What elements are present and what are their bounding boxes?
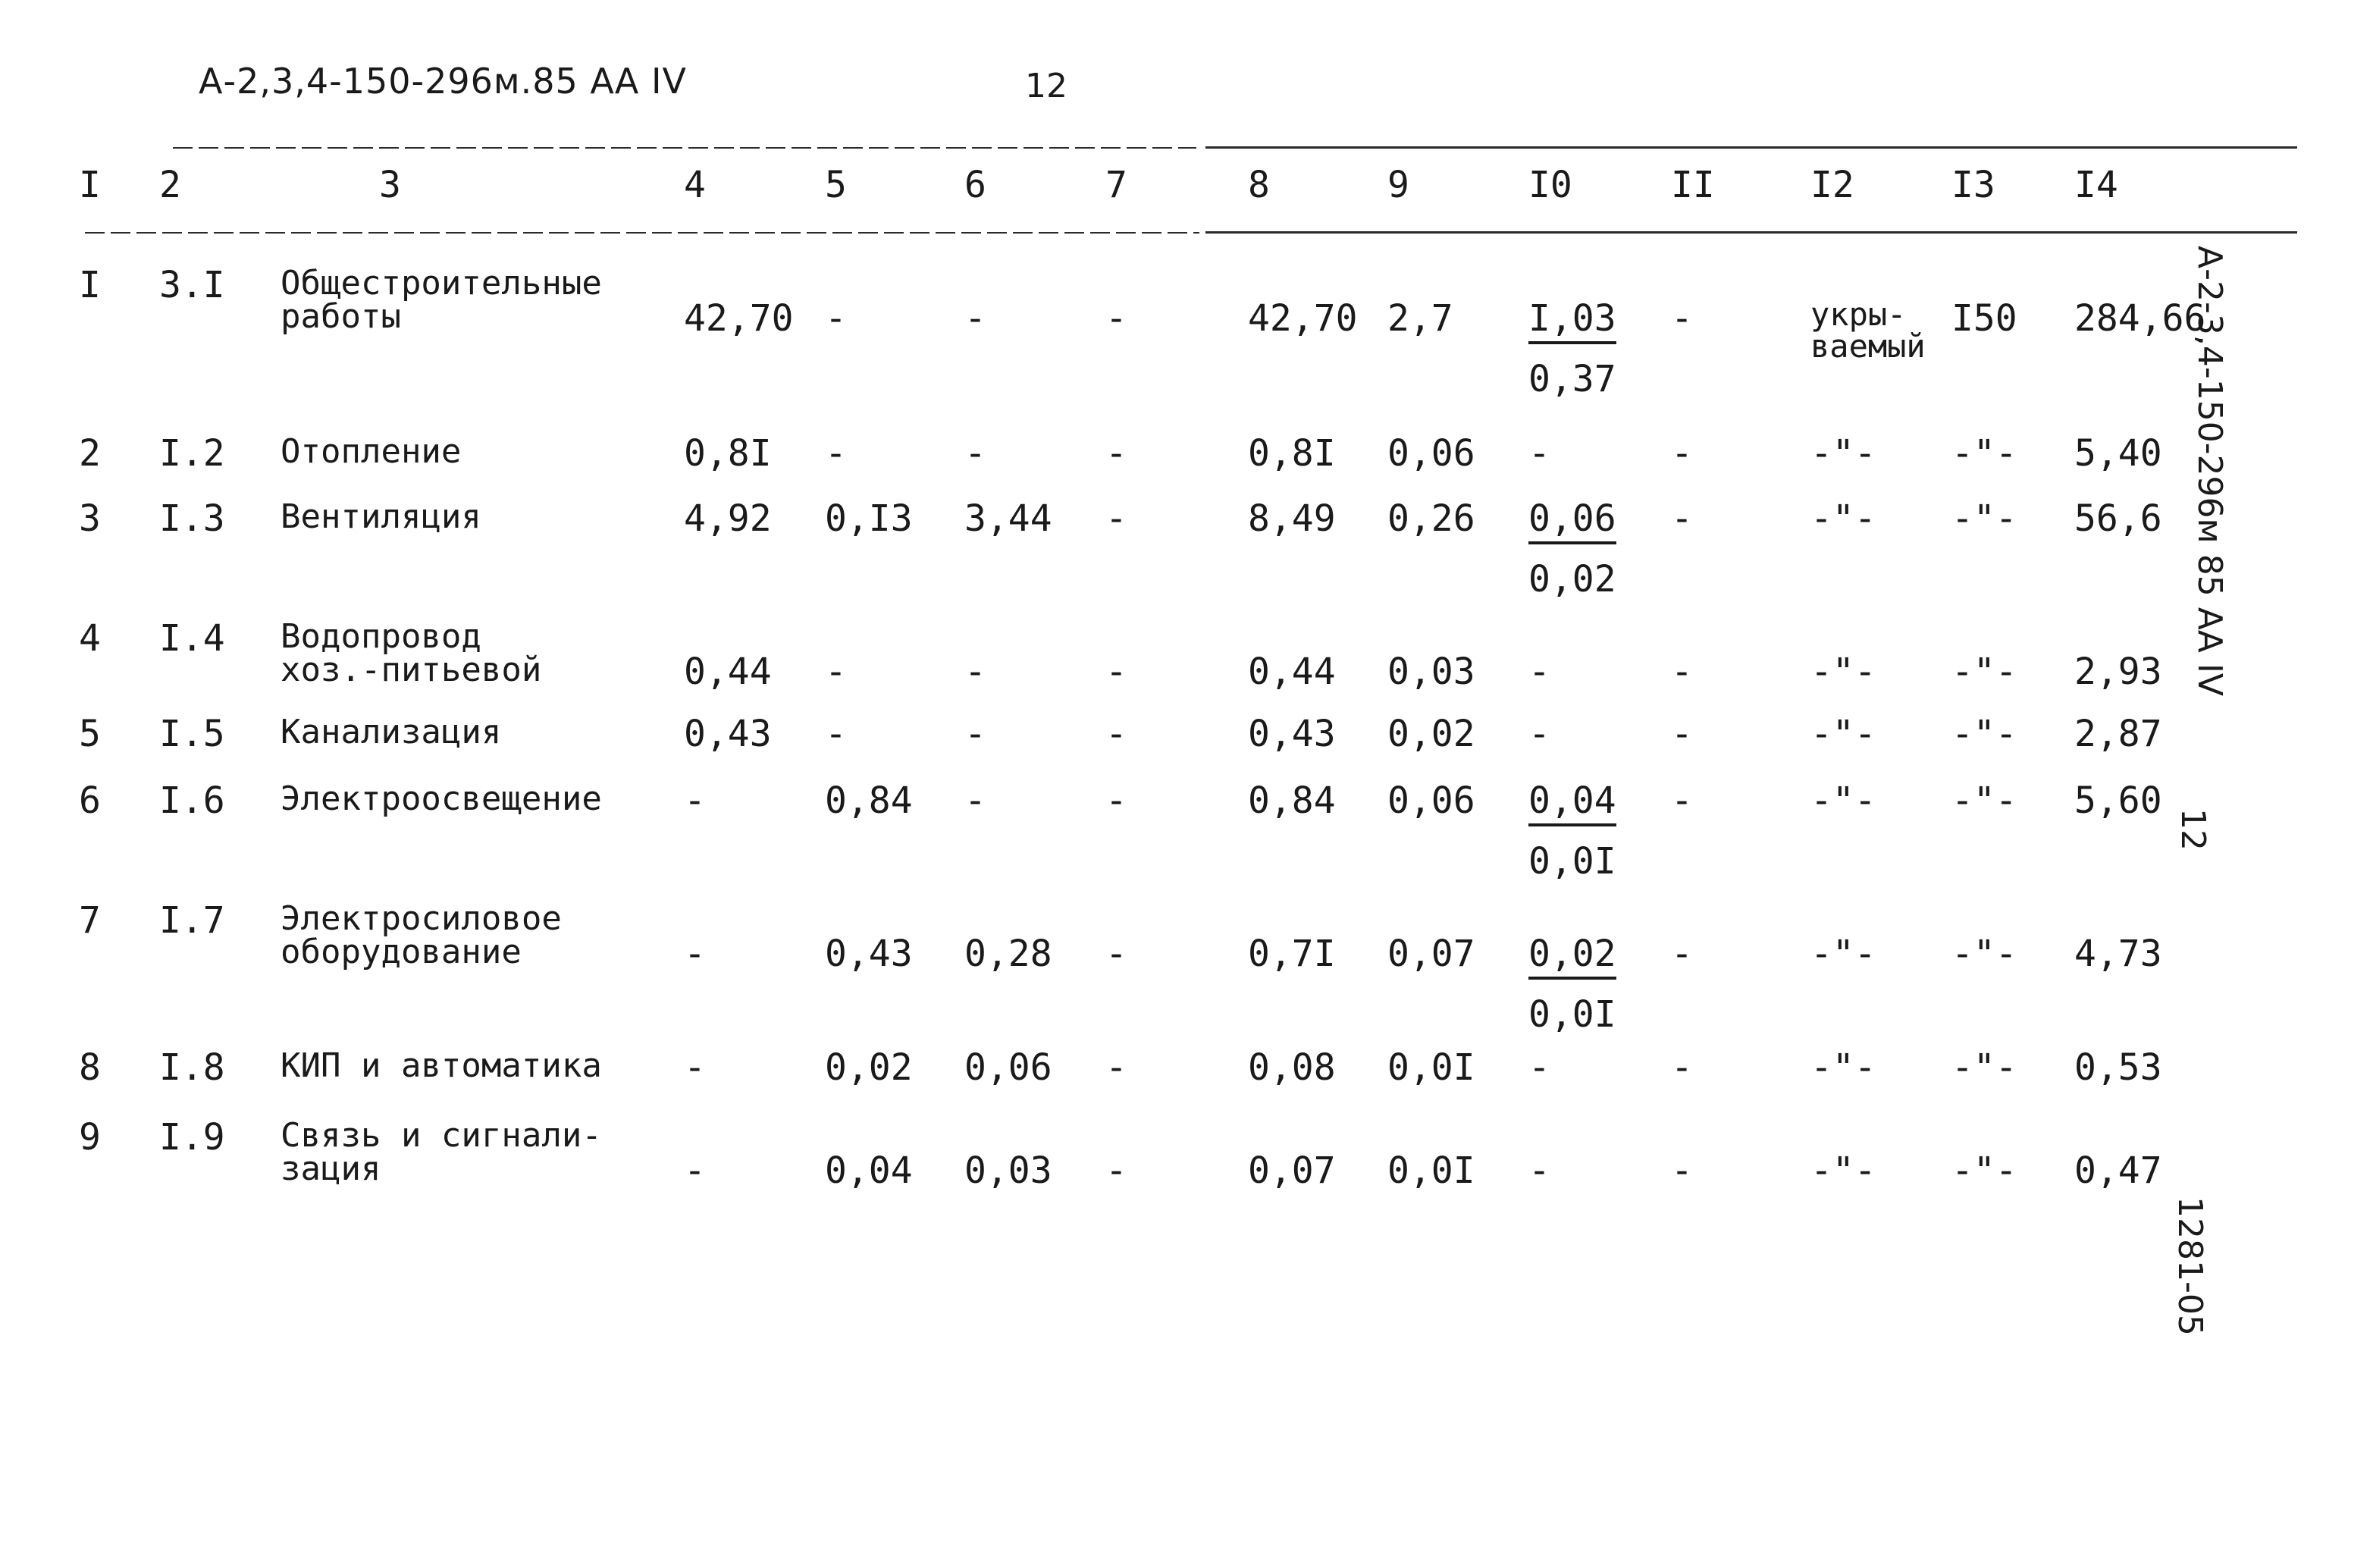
row-code: I.9 bbox=[159, 1116, 225, 1159]
row-c7: - bbox=[1105, 651, 1127, 693]
row-c6: - bbox=[964, 779, 986, 822]
column-header-10: I0 bbox=[1528, 164, 1572, 206]
row-number: 4 bbox=[79, 617, 101, 660]
row-number: 9 bbox=[79, 1116, 101, 1159]
row-code: I.2 bbox=[159, 432, 225, 475]
column-header-11: II bbox=[1671, 164, 1715, 206]
row-c6: 0,03 bbox=[964, 1149, 1052, 1192]
row-c10: - bbox=[1528, 713, 1550, 755]
row-number: 5 bbox=[79, 713, 101, 755]
row-c5: 0,02 bbox=[825, 1046, 913, 1089]
row-name: Вентиляция bbox=[281, 497, 481, 536]
row-c7: - bbox=[1105, 779, 1127, 822]
row-c14: 2,93 bbox=[2074, 651, 2162, 693]
row-number: 3 bbox=[79, 497, 101, 540]
row-c11: - bbox=[1671, 933, 1693, 975]
row-c5: - bbox=[825, 713, 847, 755]
row-c11: - bbox=[1671, 1149, 1693, 1192]
row-c5: 0,84 bbox=[825, 779, 913, 822]
row-name: Электроосвещение bbox=[281, 779, 602, 818]
row-c8: 0,44 bbox=[1248, 651, 1336, 693]
column-header-8: 8 bbox=[1248, 164, 1270, 206]
row-c10-numerator: 0,04 bbox=[1528, 782, 1616, 826]
row-c12: -"- bbox=[1810, 779, 1876, 822]
row-c6: 0,28 bbox=[964, 933, 1052, 975]
page-number: 12 bbox=[1025, 67, 1067, 105]
column-header-2: 2 bbox=[159, 164, 181, 206]
row-c14: 284,66 bbox=[2074, 297, 2206, 340]
row-c12: -"- bbox=[1810, 933, 1876, 975]
row-c4: - bbox=[684, 1149, 706, 1192]
row-c10: - bbox=[1528, 432, 1550, 475]
row-c12: -"- bbox=[1810, 713, 1876, 755]
row-name: Водопровод хоз.-питьевой bbox=[281, 617, 542, 689]
row-c8: 0,43 bbox=[1248, 713, 1336, 755]
top-rule-right bbox=[1205, 146, 2297, 149]
row-number: 6 bbox=[79, 779, 101, 822]
row-c6: - bbox=[964, 432, 986, 475]
row-c10-denominator: 0,37 bbox=[1528, 358, 1616, 400]
row-number: 8 bbox=[79, 1046, 101, 1089]
row-c13: -"- bbox=[1951, 713, 2017, 755]
row-c8: 0,84 bbox=[1248, 779, 1336, 822]
row-c8: 0,7I bbox=[1248, 933, 1336, 975]
row-c5: - bbox=[825, 297, 847, 340]
row-c13: I50 bbox=[1951, 297, 2017, 340]
row-c4: 0,43 bbox=[684, 713, 772, 755]
row-c8: 0,07 bbox=[1248, 1149, 1336, 1192]
row-c5: - bbox=[825, 651, 847, 693]
margin-code: А-2-3,4-150-296м 85 АА IV bbox=[2190, 246, 2229, 696]
row-c12: -"- bbox=[1810, 497, 1876, 540]
header-rule-right bbox=[1205, 231, 2297, 234]
row-c13: -"- bbox=[1951, 1149, 2017, 1192]
row-c13: -"- bbox=[1951, 1046, 2017, 1089]
row-number: 7 bbox=[79, 899, 101, 942]
row-c7: - bbox=[1105, 497, 1127, 540]
row-c14: 5,40 bbox=[2074, 432, 2162, 475]
row-c6: 3,44 bbox=[964, 497, 1052, 540]
row-name: КИП и автоматика bbox=[281, 1046, 602, 1085]
row-c10: - bbox=[1528, 1149, 1550, 1192]
row-c12: -"- bbox=[1810, 1046, 1876, 1089]
row-c9: 0,03 bbox=[1387, 651, 1475, 693]
row-name: Связь и сигнали- зация bbox=[281, 1116, 602, 1188]
row-c6: - bbox=[964, 713, 986, 755]
row-c10-fraction bbox=[1528, 933, 1616, 1036]
row-c13: -"- bbox=[1951, 432, 2017, 475]
header-rule-left bbox=[85, 232, 1199, 234]
column-header-14: I4 bbox=[2074, 164, 2118, 206]
row-c8: 0,8I bbox=[1248, 432, 1336, 475]
row-c12: укры- ваемый bbox=[1810, 296, 1926, 365]
margin-stamp: 1281-05 bbox=[2171, 1196, 2209, 1336]
row-c11: - bbox=[1671, 651, 1693, 693]
row-c4: 42,70 bbox=[684, 297, 794, 340]
row-number: I bbox=[79, 264, 101, 306]
row-c7: - bbox=[1105, 432, 1127, 475]
row-c9: 0,06 bbox=[1387, 779, 1475, 822]
row-c10-fraction bbox=[1528, 497, 1616, 601]
row-c7: - bbox=[1105, 1149, 1127, 1192]
row-c14: 4,73 bbox=[2074, 933, 2162, 975]
row-c9: 0,06 bbox=[1387, 432, 1475, 475]
top-rule-left bbox=[173, 147, 1196, 149]
row-c9: 0,26 bbox=[1387, 497, 1475, 540]
row-c11: - bbox=[1671, 497, 1693, 540]
row-c9: 0,02 bbox=[1387, 713, 1475, 755]
row-c10-denominator: 0,0I bbox=[1528, 840, 1616, 883]
row-c11: - bbox=[1671, 297, 1693, 340]
row-c11: - bbox=[1671, 779, 1693, 822]
row-c8: 42,70 bbox=[1248, 297, 1358, 340]
row-code: 3.I bbox=[159, 264, 225, 306]
row-c9: 0,0I bbox=[1387, 1046, 1475, 1089]
row-c13: -"- bbox=[1951, 779, 2017, 822]
row-c5: 0,I3 bbox=[825, 497, 913, 540]
row-c10-fraction bbox=[1528, 297, 1616, 400]
row-c11: - bbox=[1671, 432, 1693, 475]
row-c12: -"- bbox=[1810, 432, 1876, 475]
row-c10: - bbox=[1528, 1046, 1550, 1089]
column-header-6: 6 bbox=[964, 164, 986, 206]
column-header-4: 4 bbox=[684, 164, 706, 206]
row-c9: 0,07 bbox=[1387, 933, 1475, 975]
row-name: Электросиловое оборудование bbox=[281, 899, 562, 971]
row-c4: - bbox=[684, 779, 706, 822]
row-code: I.5 bbox=[159, 713, 225, 755]
row-c4: 4,92 bbox=[684, 497, 772, 540]
row-c14: 0,47 bbox=[2074, 1149, 2162, 1192]
row-c10-denominator: 0,02 bbox=[1528, 558, 1616, 601]
row-c8: 0,08 bbox=[1248, 1046, 1336, 1089]
row-c11: - bbox=[1671, 713, 1693, 755]
row-c14: 0,53 bbox=[2074, 1046, 2162, 1089]
row-c14: 5,60 bbox=[2074, 779, 2162, 822]
row-c5: 0,04 bbox=[825, 1149, 913, 1192]
row-c11: - bbox=[1671, 1046, 1693, 1089]
document-code: А-2,3,4-150-296м.85 АА IV bbox=[199, 61, 687, 102]
row-name: Канализация bbox=[281, 713, 502, 751]
row-c10-fraction bbox=[1528, 779, 1616, 883]
row-name: Общестроительные работы bbox=[281, 264, 602, 336]
row-c13: -"- bbox=[1951, 651, 2017, 693]
row-code: I.3 bbox=[159, 497, 225, 540]
column-header-13: I3 bbox=[1951, 164, 1995, 206]
row-c6: 0,06 bbox=[964, 1046, 1052, 1089]
margin-page-number: 12 bbox=[2174, 808, 2212, 851]
row-code: I.6 bbox=[159, 779, 225, 822]
row-c12: -"- bbox=[1810, 1149, 1876, 1192]
row-c14: 2,87 bbox=[2074, 713, 2162, 755]
row-c13: -"- bbox=[1951, 933, 2017, 975]
row-c10-numerator: 0,06 bbox=[1528, 500, 1616, 544]
column-header-5: 5 bbox=[825, 164, 847, 206]
row-c9: 2,7 bbox=[1387, 297, 1453, 340]
row-c10: - bbox=[1528, 651, 1550, 693]
row-c7: - bbox=[1105, 1046, 1127, 1089]
row-c5: - bbox=[825, 432, 847, 475]
row-c4: 0,8I bbox=[684, 432, 772, 475]
row-c10-numerator: I,03 bbox=[1528, 300, 1616, 344]
column-header-7: 7 bbox=[1105, 164, 1127, 206]
row-code: I.8 bbox=[159, 1046, 225, 1089]
row-number: 2 bbox=[79, 432, 101, 475]
row-c7: - bbox=[1105, 297, 1127, 340]
row-code: I.7 bbox=[159, 899, 225, 942]
row-c7: - bbox=[1105, 933, 1127, 975]
column-header-9: 9 bbox=[1387, 164, 1409, 206]
row-c4: - bbox=[684, 1046, 706, 1089]
column-header-3: 3 bbox=[379, 164, 401, 206]
row-c4: 0,44 bbox=[684, 651, 772, 693]
row-c8: 8,49 bbox=[1248, 497, 1336, 540]
row-c9: 0,0I bbox=[1387, 1149, 1475, 1192]
row-c10-numerator: 0,02 bbox=[1528, 936, 1616, 980]
column-header-12: I2 bbox=[1810, 164, 1854, 206]
row-c6: - bbox=[964, 651, 986, 693]
column-header-1: I bbox=[79, 164, 101, 206]
row-code: I.4 bbox=[159, 617, 225, 660]
row-c14: 56,6 bbox=[2074, 497, 2162, 540]
row-c5: 0,43 bbox=[825, 933, 913, 975]
row-c10-denominator: 0,0I bbox=[1528, 993, 1616, 1036]
row-c7: - bbox=[1105, 713, 1127, 755]
row-c6: - bbox=[964, 297, 986, 340]
row-c13: -"- bbox=[1951, 497, 2017, 540]
row-name: Отопление bbox=[281, 432, 462, 471]
row-c4: - bbox=[684, 933, 706, 975]
row-c12: -"- bbox=[1810, 651, 1876, 693]
